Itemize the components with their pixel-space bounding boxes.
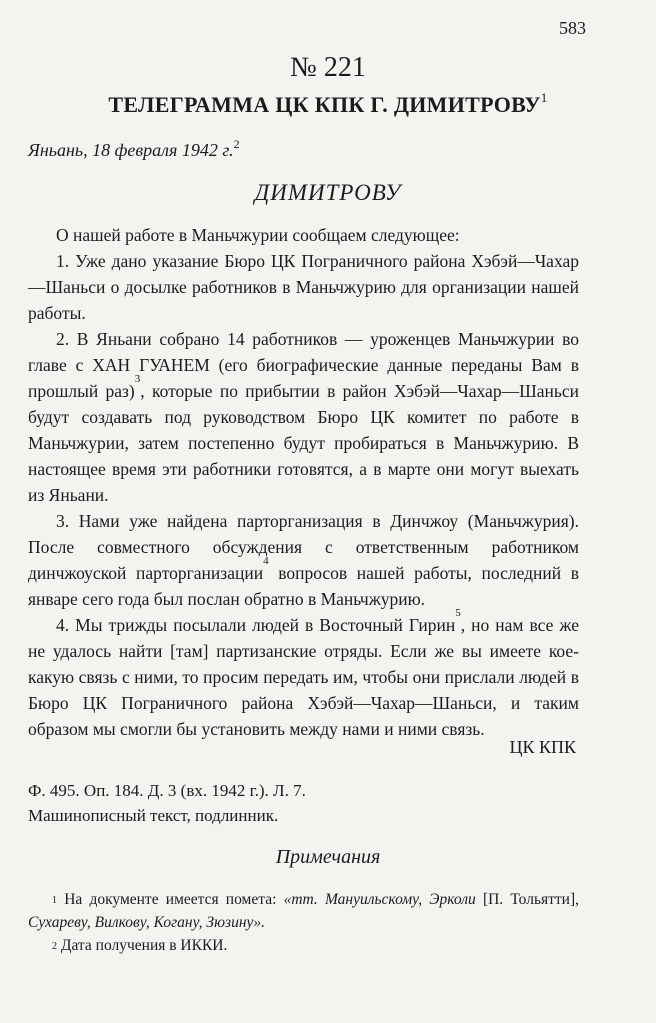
telegram-body	[28, 222, 579, 742]
title-text: ТЕЛЕГРАММА ЦК КПК Г. ДИМИТРОВУ	[108, 92, 541, 117]
paragraph-2-part-a: 2. В Яньани собрано 14 работников — уроженцев Маньчжурии во главе с ХАН ГУАНЕМ (его биографические данные переданы Вам в прошлый раз)	[28, 329, 579, 401]
footnote-mark-3: 3	[134, 373, 141, 385]
document-number: № 221	[290, 52, 366, 83]
archive-line-2: Машинописный текст, подлинник.	[28, 806, 279, 825]
archive-line-1: Ф. 495. Оп. 184. Д. 3 (вх. 1942 г.). Л. 7.	[28, 781, 306, 800]
note-2	[28, 934, 579, 957]
note-1-text-b: «тт. Мануильскому, Эрколи	[283, 891, 483, 908]
archive-reference	[28, 778, 306, 828]
paragraph-3-part-a: 3. Нами уже найдена парторганизация в Динчжоу (Маньчжурия). После совместного обсуждения с ответственным работником динчжоуской парторганизации	[28, 511, 579, 583]
place-date-text: Яньань, 18 февраля 1942 г.	[28, 140, 234, 160]
paragraph-3-part-b: вопросов нашей работы, последний в январе сего года был послан обратно в Маньчжурию.	[28, 563, 579, 609]
title-footnote-mark: 1	[540, 90, 548, 105]
paragraph-4-part-a: 4. Мы трижды посылали людей в Восточный Гирин	[56, 615, 456, 635]
paragraph-2-part-b: , которые по прибытии в район Хэбэй—Чахар—Шаньси будут создавать под руководством Бюро ЦК комитет по работе в Маньчжурии, затем постепенно будут пробираться в Маньчжурию. В настоящее время эти работники готовятся, а в марте они могут выехать из Яньани.	[28, 381, 579, 505]
paragraph-intro: О нашей работе в Маньчжурии сообщаем следующее:	[56, 225, 460, 245]
note-2-mark: 2	[52, 941, 57, 952]
note-2-text: Дата получения в ИККИ.	[57, 937, 228, 954]
notes-heading: Примечания	[275, 846, 381, 868]
note-1-text-c: [П. Тольятти],	[482, 891, 580, 908]
document-title	[0, 92, 656, 118]
addressee: ДИМИТРОВУ	[254, 180, 402, 205]
note-1-mark: 1	[52, 895, 57, 906]
page-number: 583	[559, 18, 586, 38]
paragraph-1: 1. Уже дано указание Бюро ЦК Пограничного района Хэбэй—Чахар—Шаньси о досылке работников в Маньчжурию для организации нашей работы.	[28, 251, 579, 323]
footnote-mark-4: 4	[263, 555, 269, 567]
footnote-mark-5: 5	[455, 607, 461, 619]
signature: ЦК КПК	[509, 737, 576, 757]
paragraph-4	[28, 607, 579, 742]
paragraph-3	[28, 508, 579, 612]
note-1-text-d: Сухареву, Вилкову, Когану, Зюзину».	[28, 914, 266, 931]
place-date	[28, 137, 240, 161]
note-1	[28, 888, 579, 934]
place-date-footnote-mark: 2	[233, 137, 240, 151]
paragraph-2	[28, 326, 579, 508]
paragraph-4-part-b: , но нам все же не удалось найти [там] партизанские отряды. Если же вы имеете кое-какую связь с ними, то просим передать им, чтобы они прислали людей в Бюро ЦК Пограничного района Хэбэй—Чахар—Шаньси, и таким образом мы смогли бы установить между нами и ними связь.	[28, 615, 579, 739]
notes	[28, 888, 579, 957]
note-1-text-a: На документе имеется помета:	[57, 891, 284, 908]
